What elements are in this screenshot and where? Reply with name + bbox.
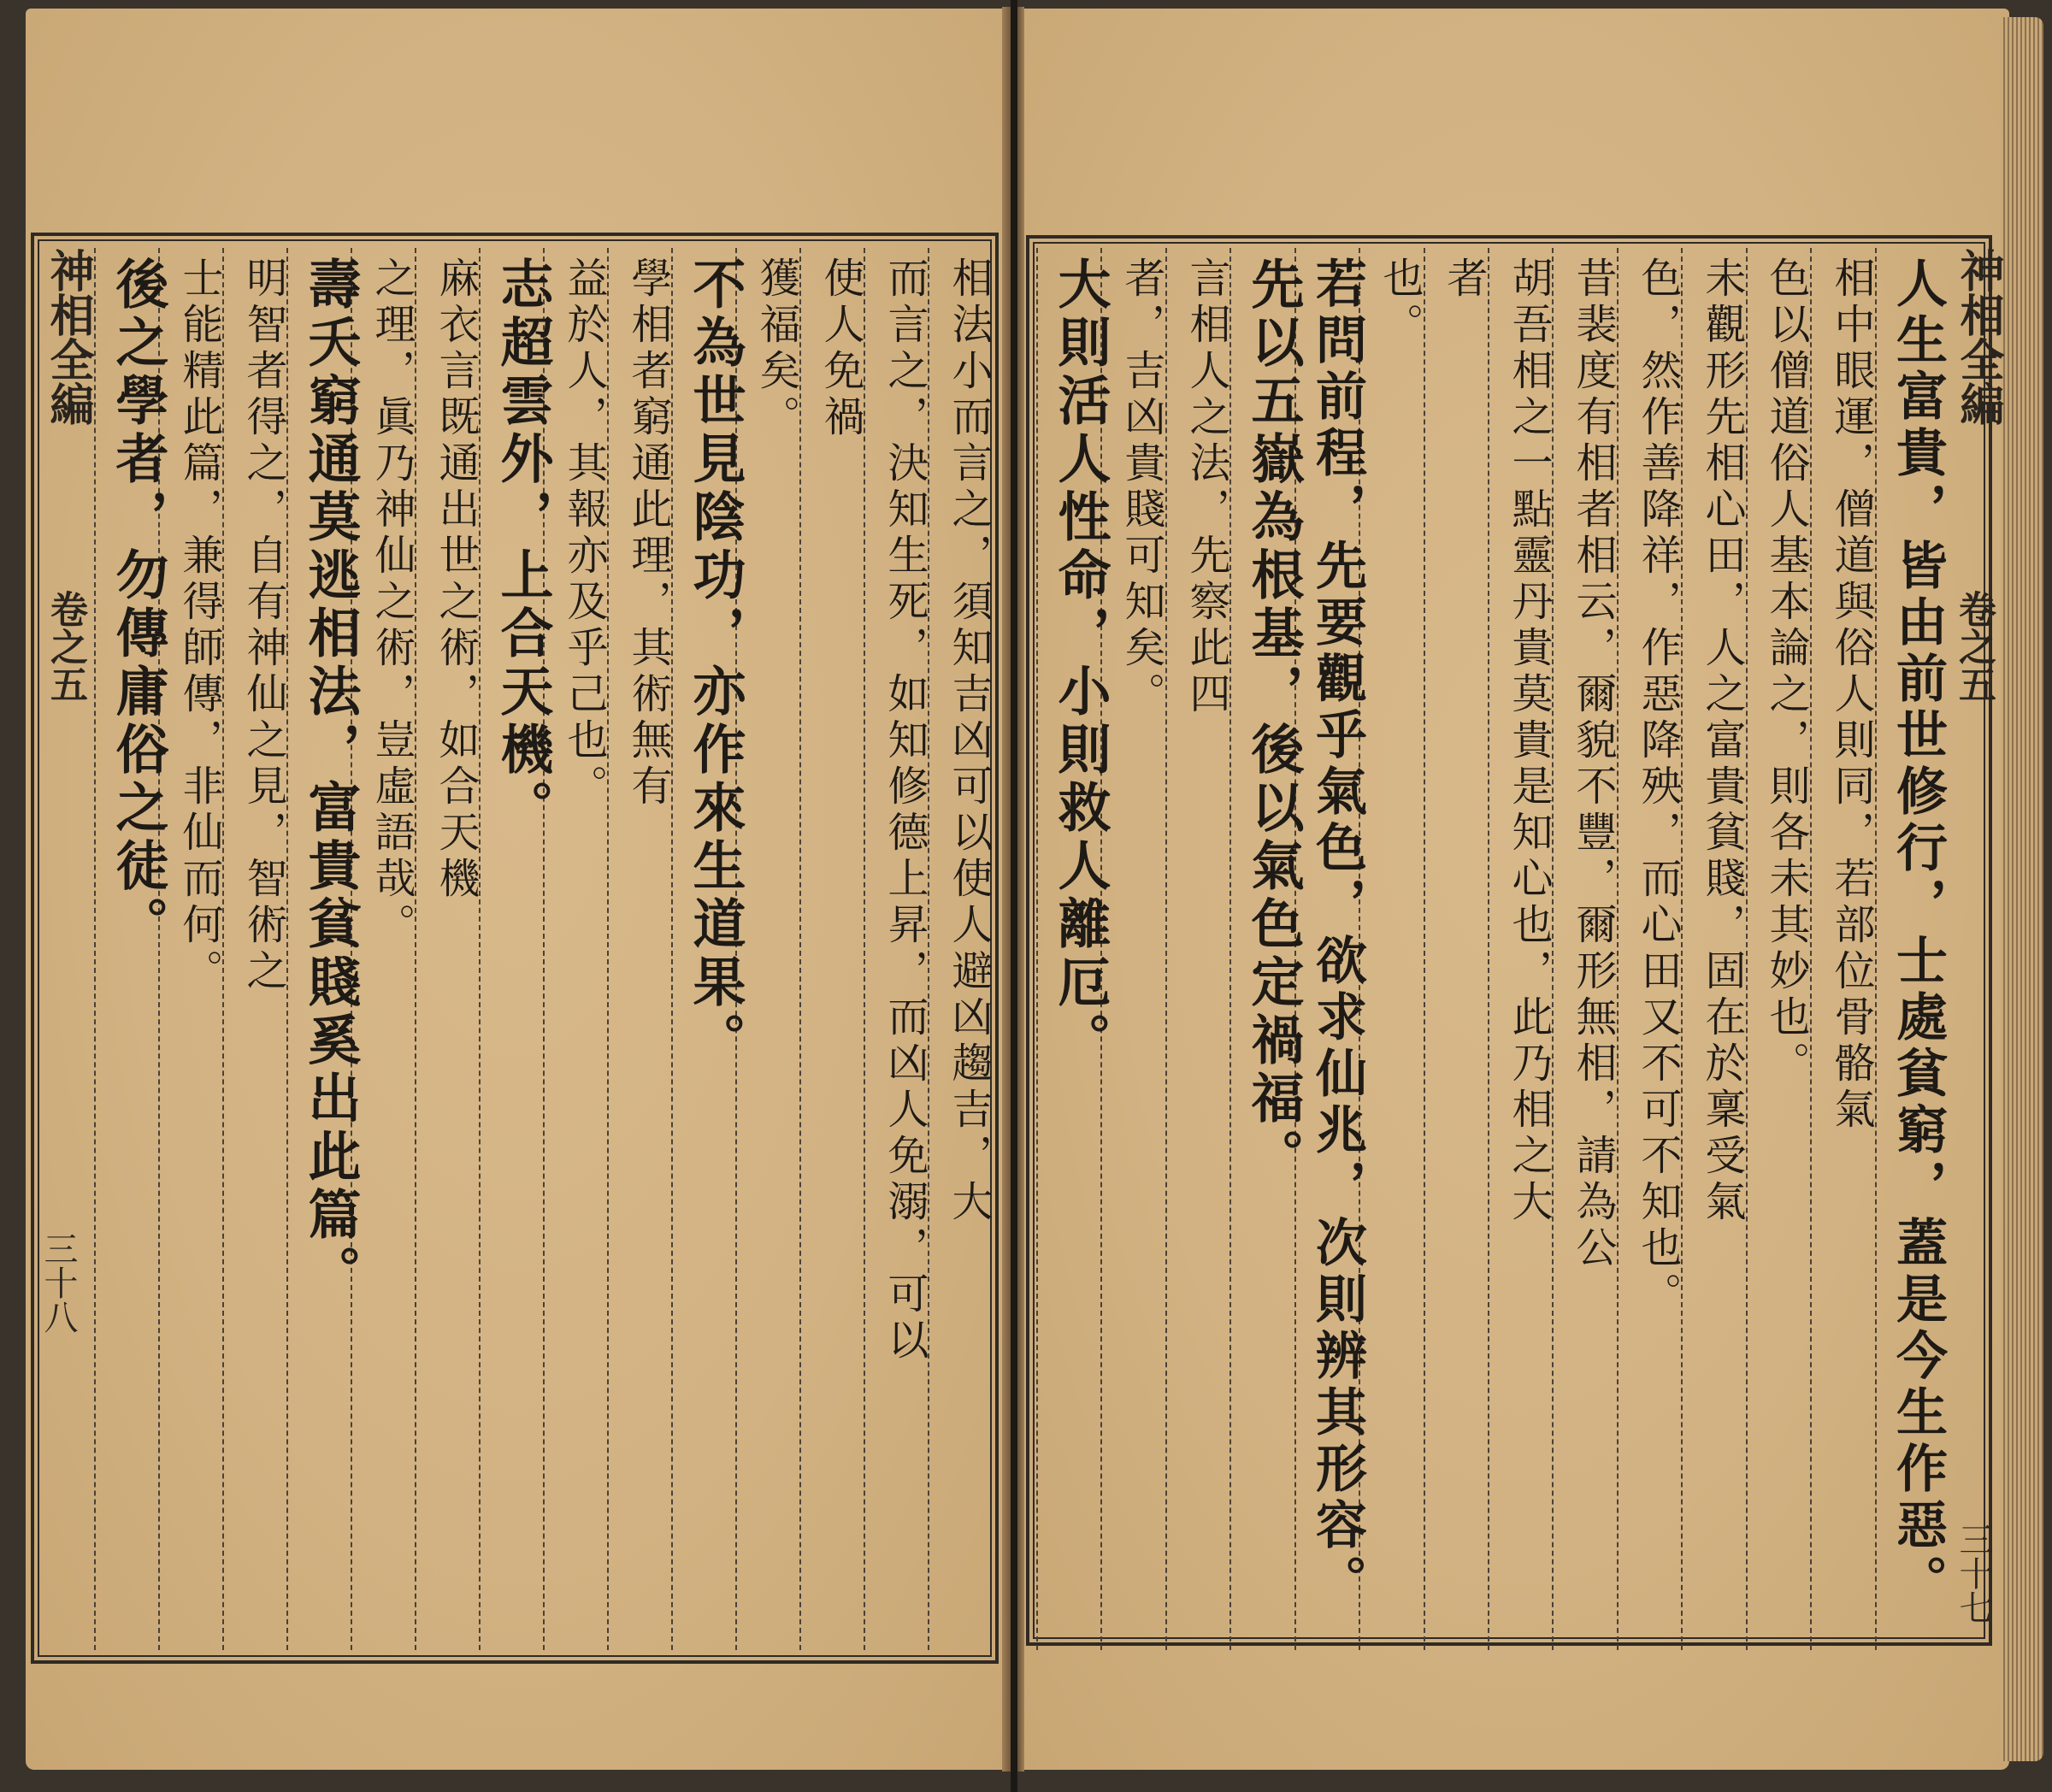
left-page-text-column: 獲福矣。 xyxy=(752,256,800,441)
left-page-text-column: 使人免禍 xyxy=(817,256,864,441)
right-page-text-column: 色以僧道俗人基本論之，則各未其妙也。 xyxy=(1762,256,1810,1088)
right-margin-volume: 卷之五 xyxy=(1952,590,1996,703)
left-page-text-column: 之理，眞乃神仙之術，豈虛語哉。 xyxy=(368,256,416,949)
left-page-number: 三十八 xyxy=(38,1231,78,1334)
right-page-text-column: 相中眼運，僧道與俗人則同，若部位骨骼氣 xyxy=(1827,256,1875,1134)
right-page-text-column: 色，然作善降祥，作惡降殃，而心田又不可不知也。 xyxy=(1634,256,1682,1318)
left-page-text-column: 麻衣言既通出世之術，如合天機 xyxy=(432,256,480,903)
left-page-text-column: 壽夭窮通莫逃相法，富貴貧賤奚出此篇。 xyxy=(299,256,362,1303)
right-page-text-column: 若問前程，先要觀乎氣色，欲求仙兆，次則辨其形容。 xyxy=(1307,256,1367,1611)
right-page-text-column: 胡吾相之一點靈丹貴莫貴是知心也，此乃相之大 xyxy=(1505,256,1553,1226)
left-page-text-column: 志超雲外，上合天機。 xyxy=(492,256,554,838)
left-margin-volume: 卷之五 xyxy=(44,590,87,703)
right-page-text-column: 先以五嶽為根基，後以氣色定禍福。 xyxy=(1242,256,1305,1187)
right-page-text-column: 者 xyxy=(1440,256,1488,303)
right-page-text-column: 者，吉凶貴賤可知矣。 xyxy=(1117,256,1165,718)
left-page-text-column: 士能精此篇，兼得師傳，非仙而何。 xyxy=(175,256,223,995)
right-page-text-column: 未觀形先相心田，人之富貴貧賤，固在於稟受氣 xyxy=(1698,256,1746,1226)
right-page-text-column: 言相人之法，先察此四 xyxy=(1182,256,1230,718)
right-margin-title: 神相全編 xyxy=(1952,248,2004,426)
left-page-text-column: 明智者得之，自有神仙之見，智術之 xyxy=(239,256,287,995)
left-page-text-column: 相法小而言之，須知吉凶可以使人避凶趨吉，大 xyxy=(945,256,993,1226)
spine-shadow xyxy=(1011,0,1017,1792)
left-page-column-rule xyxy=(864,248,865,1650)
left-page-text-column: 而言之，決知生死，如知修德上昇，而凶人免溺，可以 xyxy=(881,256,929,1365)
left-page-text-column: 不為世見陰功，亦作來生道果。 xyxy=(684,256,746,1070)
right-page-column-rule xyxy=(1488,248,1489,1650)
left-page-text-column: 後之學者，勿傳庸俗之徒。 xyxy=(107,256,169,954)
left-margin-title: 神相全編 xyxy=(42,248,94,426)
right-page-column-rule xyxy=(1424,248,1425,1650)
right-page-text-column: 大則活人性命，小則救人離厄。 xyxy=(1049,256,1112,1070)
right-page-text-column: 昔裴度有相者相云，爾貌不豐，爾形無相，請為公 xyxy=(1569,256,1617,1272)
right-page-column-rule xyxy=(1036,248,1038,1650)
left-page-column-rule xyxy=(799,248,801,1650)
right-page-text-column: 也。 xyxy=(1376,256,1424,349)
left-page-column-rule xyxy=(94,248,96,1650)
left-page-text-column: 益於人，其報亦及乎己也。 xyxy=(560,256,608,811)
left-page-text-column: 學相者窮通此理，其術無有 xyxy=(624,256,672,811)
right-page-number: 三十七 xyxy=(1954,1522,1993,1624)
right-page-text-column: 人生富貴，皆由前世修行，士處貧窮，蓋是今生作惡。 xyxy=(1888,256,1948,1611)
